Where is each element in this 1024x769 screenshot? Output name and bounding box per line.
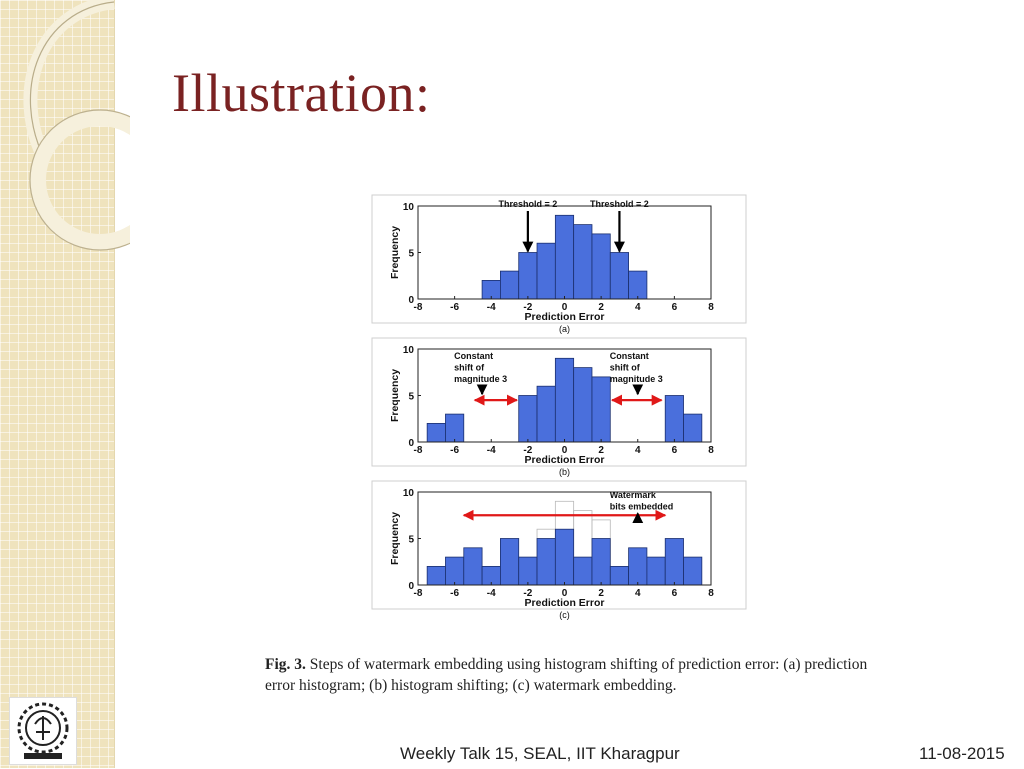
histogram-bar	[555, 215, 573, 299]
histogram-bar	[519, 253, 537, 300]
y-tick-label: 10	[402, 202, 414, 213]
figure	[371, 194, 749, 639]
histogram-bar	[500, 539, 518, 586]
y-tick-label: 5	[408, 248, 414, 260]
histogram-bar	[574, 368, 592, 442]
histogram-bar	[537, 386, 555, 442]
y-axis-label: Frequency	[389, 511, 401, 566]
panel-label: (b)	[559, 467, 570, 477]
histogram-bar	[445, 557, 463, 585]
x-tick-label: -2	[523, 445, 533, 456]
histogram-bar	[574, 557, 592, 585]
histogram-bar	[537, 243, 555, 299]
histogram-bar	[500, 271, 518, 299]
histogram-bar	[445, 414, 463, 442]
histogram-bar	[629, 271, 647, 299]
y-tick-label: 0	[408, 581, 414, 592]
x-tick-label: 4	[634, 445, 641, 456]
y-tick-label: 5	[408, 391, 414, 403]
histogram-bar	[519, 557, 537, 585]
annotation-text: magnitude 3	[609, 374, 663, 384]
histogram-bar	[665, 539, 683, 586]
x-tick-label: 4	[634, 302, 641, 313]
histogram-bar	[592, 234, 610, 299]
annotation-text: Constant	[609, 351, 649, 361]
y-axis-label: Frequency	[389, 225, 401, 280]
x-tick-label: -8	[413, 445, 423, 456]
footer-event: Weekly Talk 15, SEAL, IIT Kharagpur	[400, 744, 680, 763]
x-tick-label: 2	[598, 445, 604, 456]
x-tick-label: -2	[523, 588, 533, 599]
histogram-bar	[555, 358, 573, 442]
y-tick-label: 5	[408, 534, 414, 546]
annotation-text: magnitude 3	[454, 374, 508, 384]
histogram-bar	[665, 396, 683, 443]
slide-title: Illustration:	[172, 63, 431, 123]
histogram-bar	[647, 557, 665, 585]
y-tick-label: 0	[408, 438, 414, 449]
histogram-bar	[629, 548, 647, 585]
x-tick-label: -6	[450, 445, 460, 456]
x-tick-label: -8	[413, 588, 423, 599]
y-tick-label: 10	[402, 488, 414, 499]
x-tick-label: -8	[413, 302, 423, 313]
x-tick-label: 8	[708, 588, 714, 599]
x-tick-label: 0	[561, 302, 568, 313]
decorative-rings	[0, 0, 130, 260]
x-tick-label: 6	[671, 445, 678, 456]
panel-label: (a)	[559, 324, 570, 334]
histogram-bar	[464, 548, 482, 585]
iit-kgp-emblem-icon	[10, 698, 76, 764]
x-axis-label: Prediction Error	[524, 597, 605, 609]
x-tick-label: 0	[561, 445, 568, 456]
x-tick-label: -4	[486, 445, 496, 456]
x-tick-label: -4	[486, 302, 496, 313]
x-tick-label: 8	[708, 445, 714, 456]
histogram-bar	[519, 396, 537, 443]
histogram-bar	[610, 253, 628, 300]
caption-label: Fig. 3.	[265, 656, 306, 673]
panel-label: (c)	[559, 610, 570, 620]
annotation-text: shift of	[609, 362, 640, 373]
annotation-text: bits embedded	[609, 501, 674, 512]
histogram-bar	[592, 539, 610, 586]
x-tick-label: 6	[671, 302, 678, 313]
x-axis-label: Prediction Error	[524, 311, 605, 323]
x-tick-label: 4	[634, 588, 641, 599]
x-tick-label: 0	[561, 588, 568, 599]
annotation-text: Threshold = 2	[590, 199, 649, 209]
x-tick-label: -6	[450, 302, 460, 313]
histogram-bar	[537, 539, 555, 586]
institute-logo	[9, 697, 77, 765]
histogram-bar	[684, 414, 702, 442]
y-axis-label: Frequency	[389, 368, 401, 423]
x-tick-label: 8	[708, 302, 714, 313]
histogram-bar	[555, 529, 573, 585]
caption-text: Steps of watermark embedding using histogram shifting of prediction error: (a) prediction error histogram; (b) histogram shifting; (c) watermark embedding.	[265, 656, 868, 694]
histogram-figure	[371, 194, 749, 634]
annotation-text: Watermark	[609, 490, 656, 500]
histogram-bar	[574, 225, 592, 299]
x-axis-label: Prediction Error	[524, 454, 605, 466]
x-tick-label: -4	[486, 588, 496, 599]
histogram-bar	[684, 557, 702, 585]
x-tick-label: 2	[598, 302, 604, 313]
x-tick-label: -6	[450, 588, 460, 599]
histogram-bar	[427, 566, 445, 585]
x-tick-label: -2	[523, 302, 533, 313]
y-tick-label: 10	[402, 345, 414, 356]
histogram-bar	[610, 566, 628, 585]
annotation-text: Constant	[454, 351, 494, 361]
annotation-text: Threshold = 2	[498, 199, 558, 209]
annotation-text: shift of	[454, 362, 485, 373]
x-tick-label: 2	[598, 588, 604, 599]
footer-date: 11-08-2015	[919, 744, 1005, 763]
figure-caption	[265, 654, 885, 696]
y-tick-label: 0	[408, 295, 414, 306]
histogram-bar	[592, 377, 610, 442]
histogram-bar	[427, 423, 445, 442]
x-tick-label: 6	[671, 588, 678, 599]
